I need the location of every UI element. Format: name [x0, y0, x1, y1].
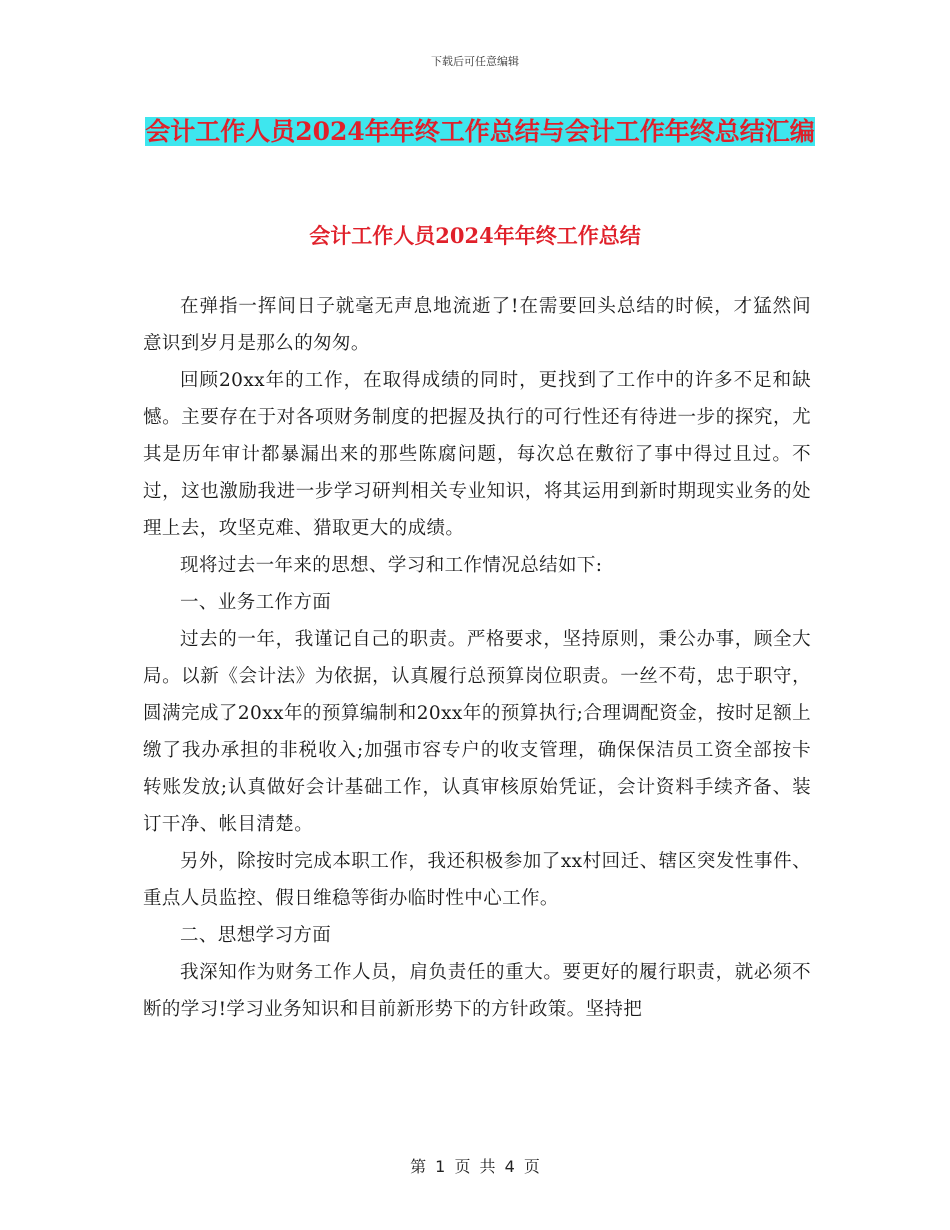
page-footer: 第 1 页 共 4 页 — [410, 1157, 540, 1176]
section-title: 会计工作人员2024年年终工作总结 — [309, 223, 641, 248]
subheading: 一、业务工作方面 — [180, 592, 332, 613]
paragraph: 另外，除按时完成本职工作，我还积极参加了xx村回迁、辖区突发性事件、重点人员监控、假日维稳等街办临时性中心工作。 — [143, 851, 811, 909]
document-body — [143, 288, 811, 1028]
paragraph: 现将过去一年来的思想、学习和工作情况总结如下: — [180, 555, 603, 576]
paragraph: 回顾20xx年的工作，在取得成绩的同时，更找到了工作中的许多不足和缺憾。主要存在于对各项财务制度的把握及执行的可行性还有待进一步的探究，尤其是历年审计都暴漏出来的那些陈腐问题，每次总在敷衍了事中得过且过。不过，这也激励我进一步学习研判相关专业知识，将其运用到新时期现实业务的处理上去，攻坚克难、猎取更大的成绩。 — [143, 370, 811, 539]
paragraph: 我深知作为财务工作人员，肩负责任的重大。要更好的履行职责，就必须不断的学习!学习业务知识和目前新形势下的方针政策。坚持把 — [143, 962, 811, 1020]
document-title — [140, 108, 820, 155]
header-note: 下载后可任意编辑 — [431, 55, 519, 68]
document-title-text: 会计工作人员2024年年终工作总结与会计工作年终总结汇编 — [145, 117, 815, 146]
subheading: 二、思想学习方面 — [180, 925, 332, 946]
paragraph: 在弹指一挥间日子就毫无声息地流逝了!在需要回头总结的时候，才猛然间意识到岁月是那么的匆匆。 — [143, 296, 811, 354]
paragraph: 过去的一年，我谨记自己的职责。严格要求，坚持原则，秉公办事，顾全大局。以新《会计法》为依据，认真履行总预算岗位职责。一丝不苟，忠于职守，圆满完成了20xx年的预算编制和20xx年的预算执行;合理调配资金，按时足额上缴了我办承担的非税收入;加强市容专户的收支管理，确保保洁员工资全部按卡转账发放;认真做好会计基础工作，认真审核原始凭证，会计资料手续齐备、装订干净、帐目清楚。 — [143, 629, 811, 835]
